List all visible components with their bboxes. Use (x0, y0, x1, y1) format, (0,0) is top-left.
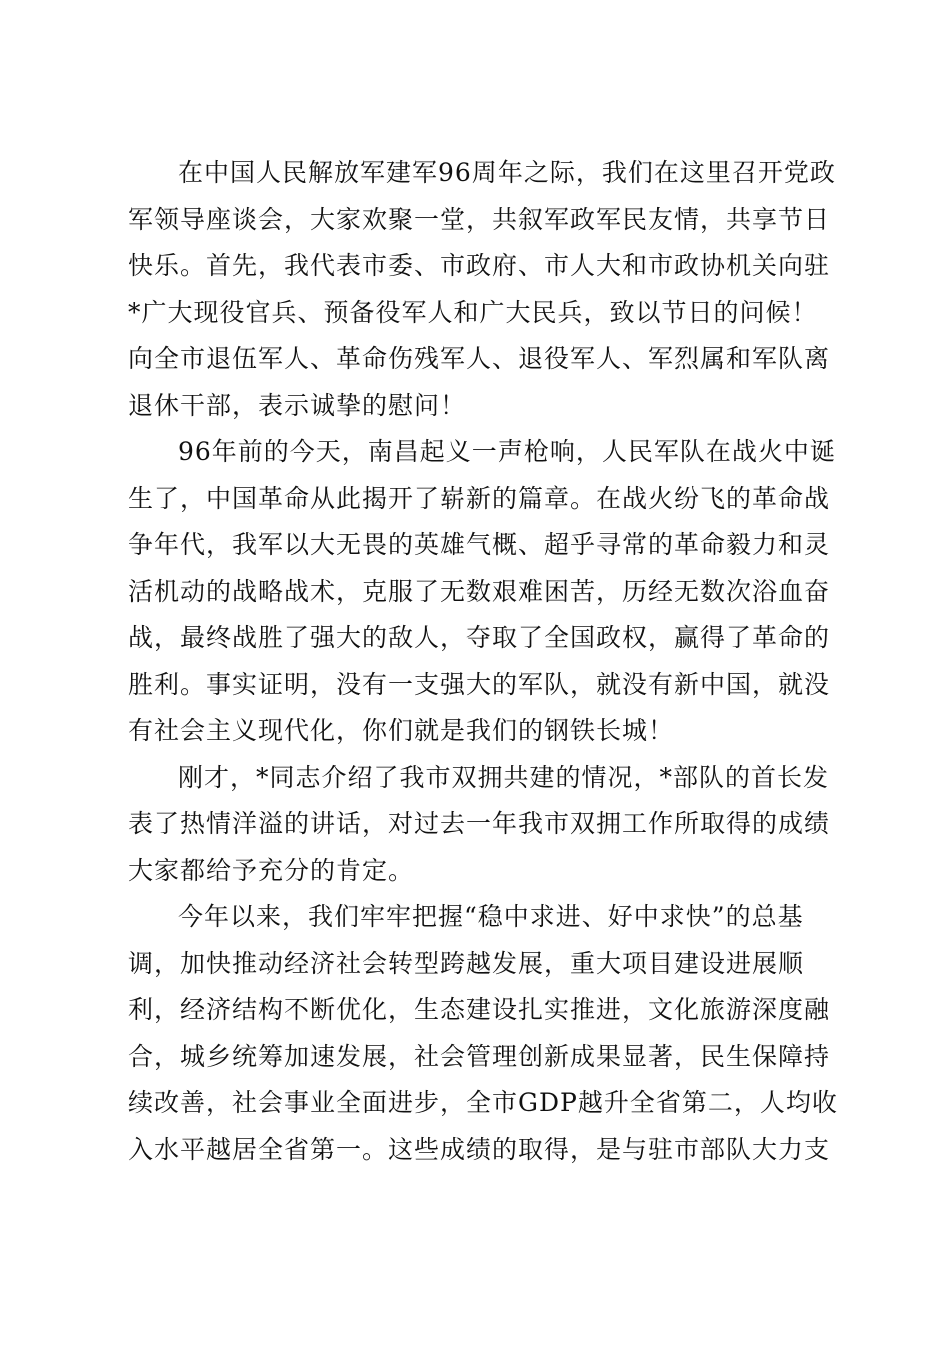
paragraph-2-line-6: 胜利。事实证明，没有一支强大的军队，就没有新中国，就没 (128, 669, 831, 699)
paragraph-2-line-3: 争年代，我军以大无畏的英雄气概、超乎寻常的革命毅力和灵 (128, 530, 831, 559)
paragraph-1-line-1: 在中国人民解放军建军96周年之际，我们在这里召开党政 (178, 158, 836, 187)
paragraph-4-line-1: 今年以来，我们牢牢把握“稳中求进、好中求快”的总基 (178, 902, 804, 931)
paragraph-1-line-3: 快乐。首先，我代表市委、市政府、市人大和市政协机关向驻 (128, 251, 831, 280)
paragraph-4-line-2: 调，加快推动经济社会转型跨越发展，重大项目建设进展顺 (128, 948, 805, 978)
paragraph-2-line-5: 战，最终战胜了强大的敌人，夺取了全国政权，赢得了革命的 (128, 623, 831, 652)
paragraph-3-line-1: 刚才，*同志介绍了我市双拥共建的情况，*部队的首长发 (178, 762, 830, 792)
paragraph-2 (128, 429, 836, 755)
paragraph-1 (128, 150, 836, 429)
paragraph-2-line-7: 有社会主义现代化，你们就是我们的钢铁长城！ (128, 716, 675, 745)
document-body (128, 150, 838, 1173)
paragraph-4-line-5: 续改善，社会事业全面进步，全市GDP越升全省第二，人均收 (128, 1088, 838, 1117)
paragraph-2-line-1: 96年前的今天，南昌起义一声枪响，人民军队在战火中诞 (178, 437, 836, 466)
paragraph-4-line-3: 利，经济结构不断优化，生态建设扎实推进，文化旅游深度融 (128, 995, 831, 1024)
paragraph-2-line-2: 生了，中国革命从此揭开了崭新的篇章。在战火纷飞的革命战 (128, 483, 831, 513)
paragraph-2-line-4: 活机动的战略战术，克服了无数艰难困苦，历经无数次浴血奋 (128, 576, 831, 606)
paragraph-3 (128, 755, 830, 895)
paragraph-3-line-2: 表了热情洋溢的讲话，对过去一年我市双拥工作所取得的成绩 (128, 809, 831, 838)
paragraph-4 (128, 894, 838, 1173)
paragraph-1-line-2: 军领导座谈会，大家欢聚一堂，共叙军政军民友情，共享节日 (128, 204, 831, 234)
paragraph-1-line-5: 向全市退伍军人、革命伤残军人、退役军人、军烈属和军队离 (128, 344, 831, 373)
paragraph-1-line-4: *广大现役官兵、预备役军人和广大民兵，致以节日的问候！ (128, 297, 818, 327)
paragraph-3-line-3: 大家都给予充分的肯定。 (128, 855, 415, 885)
paragraph-4-line-4: 合，城乡统筹加速发展，社会管理创新成果显著，民生保障持 (128, 1041, 831, 1071)
paragraph-1-line-6: 退休干部，表示诚挚的慰问！ (128, 390, 467, 420)
paragraph-4-line-6: 入水平越居全省第一。这些成绩的取得，是与驻市部队大力支 (128, 1134, 831, 1164)
